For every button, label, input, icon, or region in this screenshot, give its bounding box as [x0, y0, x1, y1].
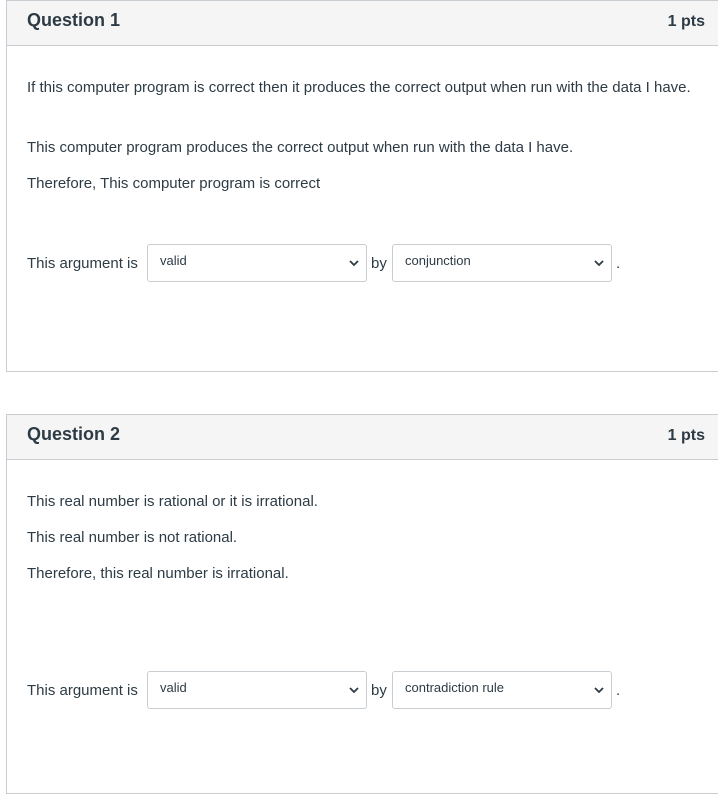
premise-2: This computer program produces the correct output when run with the data I have.: [27, 139, 574, 156]
premise-2: This real number is not rational.: [27, 529, 238, 546]
question-2-card: [6, 414, 718, 794]
by-label: by: [371, 682, 387, 699]
premise-1: This real number is rational or it is irrational.: [27, 493, 318, 510]
question-title: Question 1: [27, 10, 121, 30]
validity-selected-value: valid: [160, 253, 187, 268]
sentence-period: .: [616, 255, 621, 272]
by-label: by: [371, 255, 387, 272]
question-points: 1 pts: [667, 13, 705, 30]
sentence-period: .: [616, 682, 621, 699]
argument-answer-row: [27, 671, 707, 709]
argument-label: This argument is: [27, 682, 138, 699]
rule-selected-value: contradiction rule: [405, 680, 504, 695]
validity-selected-value: valid: [160, 680, 187, 695]
validity-select[interactable]: [147, 671, 367, 709]
argument-answer-row: [27, 244, 707, 282]
question-header: [7, 1, 718, 46]
question-points: 1 pts: [667, 427, 705, 444]
argument-label: This argument is: [27, 255, 138, 272]
validity-select[interactable]: [147, 244, 367, 282]
conclusion: Therefore, This computer program is correct: [27, 175, 321, 192]
conclusion: Therefore, this real number is irrational.: [27, 565, 289, 582]
premise-1: If this computer program is correct then it produces the correct output when run with the data I have.: [27, 79, 691, 96]
question-1-card: [6, 0, 718, 372]
chevron-down-icon: [349, 258, 359, 268]
rule-select[interactable]: [392, 244, 612, 282]
question-header: [7, 415, 718, 460]
question-title: Question 2: [27, 424, 121, 444]
chevron-down-icon: [594, 685, 604, 695]
chevron-down-icon: [594, 258, 604, 268]
rule-selected-value: conjunction: [405, 253, 471, 268]
rule-select[interactable]: [392, 671, 612, 709]
chevron-down-icon: [349, 685, 359, 695]
